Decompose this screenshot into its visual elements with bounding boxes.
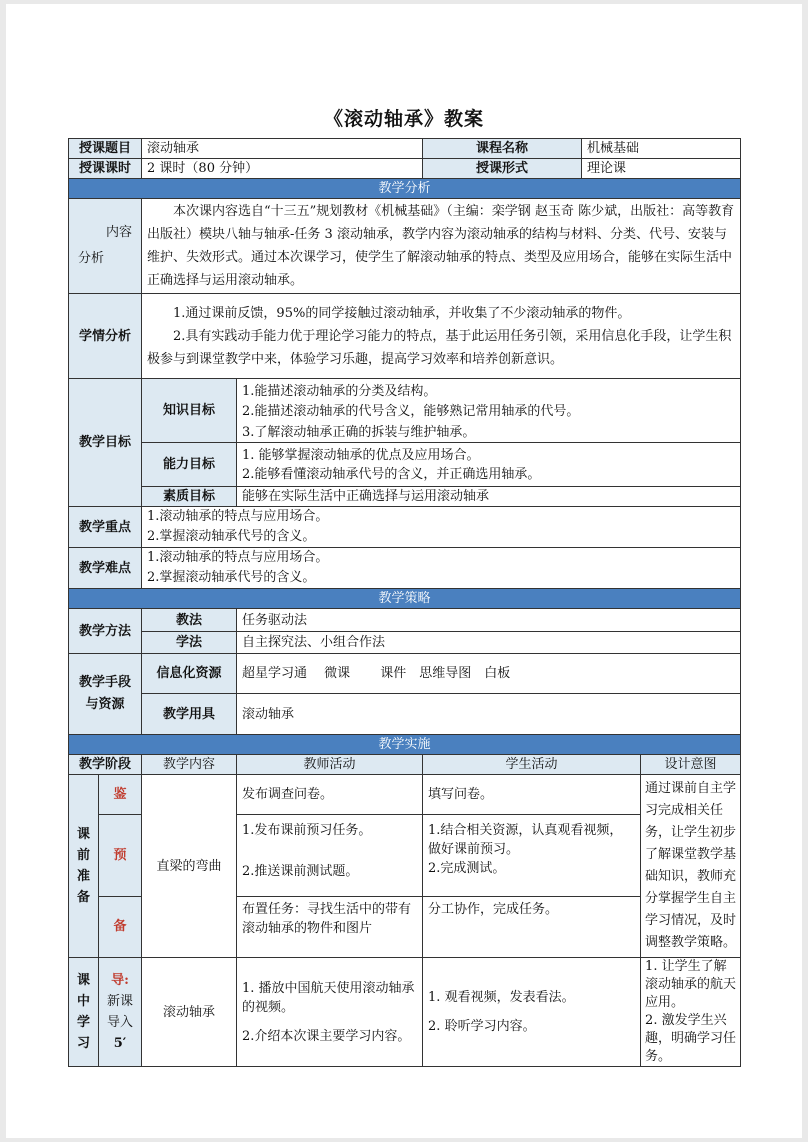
- section-strategy: [69, 589, 741, 609]
- tools-value: 滚动轴承: [237, 694, 741, 735]
- in-sub-l4: 5′: [113, 1036, 127, 1051]
- content-analysis-label: [69, 199, 142, 294]
- hours-value: 2 课时（80 分钟）: [142, 159, 423, 179]
- section-title-strategy: 教学策略: [69, 589, 741, 609]
- course-label: 课程名称: [423, 139, 582, 159]
- means-label-b: 与资源: [85, 697, 125, 712]
- pre-sub-2: 预: [99, 814, 142, 896]
- content-label-a: 内容: [106, 225, 133, 240]
- difficult-row: [69, 548, 741, 589]
- goals-label: 教学目标: [69, 379, 142, 507]
- col-intent: 设计意图: [641, 755, 741, 775]
- student-analysis-label: 学情分析: [69, 294, 142, 379]
- ability-item-1: 1. 能够掌握滚动轴承的优点及应用场合。: [237, 443, 741, 466]
- in-sub-cell: [99, 958, 142, 1067]
- in-sub-head: 导:: [111, 973, 129, 988]
- in-content: 滚动轴承: [142, 958, 237, 1067]
- method-label: 教学方法: [69, 609, 142, 654]
- difficult-items: [142, 548, 741, 589]
- col-stage: 教学阶段: [69, 755, 142, 775]
- difficult-item-1: 1.滚动轴承的特点与应用场合。: [147, 550, 329, 565]
- in-teacher-1: 1. 播放中国航天使用滚动轴承的视频。: [242, 980, 415, 1015]
- knowledge-item-3: 3.了解滚动轴承正确的拆装与维护轴承。: [237, 423, 741, 443]
- topic-value: 滚动轴承: [142, 139, 423, 159]
- learn-label: 学法: [142, 632, 237, 654]
- goal-knowledge-1: [69, 379, 741, 402]
- header-row-1: [69, 139, 741, 159]
- knowledge-item-1: 1.能描述滚动轴承的分类及结构。: [237, 379, 741, 402]
- method-row-1: [69, 609, 741, 632]
- in-sub-l3: 导入: [107, 1015, 134, 1030]
- pre-teacher-2b: 2.推送课前测试题。: [242, 863, 359, 879]
- pre-sub-1: 鉴: [99, 775, 142, 815]
- pre-intent: 通过课前自主学习完成相关任务，让学生初步了解课堂教学基础知识，教师充分掌握学生自主学习情况，及时调整教学策略。: [641, 775, 741, 958]
- tools-label: 教学用具: [142, 694, 237, 735]
- means-row-2: [69, 694, 741, 735]
- ability-item-2: 2.能够看懂滚动轴承代号的含义，并正确选用轴承。: [237, 465, 741, 487]
- pre-student-2a: 1.结合相关资源，认真观看视频，做好课前预习。: [428, 822, 623, 857]
- in-stage-cell: [69, 958, 99, 1067]
- pre-student-3: 分工协作，完成任务。: [423, 896, 641, 957]
- content-analysis-text: [142, 199, 741, 294]
- difficult-item-2: 2.掌握滚动轴承代号的含义。: [147, 570, 316, 585]
- pre-teacher-2: [237, 814, 423, 896]
- pre-row-1: [69, 775, 741, 815]
- in-student-1: 1. 观看视频，发表看法。: [428, 990, 575, 1005]
- method-row-2: [69, 632, 741, 654]
- difficult-label: 教学难点: [69, 548, 142, 589]
- info-value: 超星学习通 微课 课件 思维导图 白板: [237, 654, 741, 694]
- pre-stage-char-4: 备: [76, 890, 90, 905]
- content-paragraph: 本次课内容选自“十三五”规划教材《机械基础》（主编：栾学钢 赵玉奇 陈少斌，出版社：高等教育出版社）模块八轴与轴承-任务 3 滚动轴承，教学内容为滚动轴承的结构与材料、分类、代号、安装与维护、失效形式。通过本次课学习，使学生了解滚动轴承的特点、类型及应用场合，能够在实际生活中正确选择与运用滚动轴承。: [147, 204, 735, 288]
- col-student: 学生活动: [423, 755, 641, 775]
- in-intent: [641, 958, 741, 1067]
- key-row: [69, 507, 741, 548]
- key-items: [142, 507, 741, 548]
- lesson-plan-table: [68, 138, 741, 1067]
- col-content: 教学内容: [142, 755, 237, 775]
- in-teacher: [237, 958, 423, 1067]
- means-label: [69, 654, 142, 735]
- section-implementation: [69, 735, 741, 755]
- ability-label: 能力目标: [142, 443, 237, 487]
- section-title-analysis: 教学分析: [69, 179, 741, 199]
- pre-stage-char-2: 前: [76, 848, 90, 863]
- in-intent-1: 1. 让学生了解滚动轴承的航天应用。: [645, 959, 737, 1010]
- in-student: [423, 958, 641, 1067]
- teach-value: 任务驱动法: [237, 609, 741, 632]
- student-analysis-row: [69, 294, 741, 379]
- pre-student-2b: 2.完成测试。: [428, 860, 506, 876]
- student-p1: 1.通过课前反馈，95%的同学接触过滚动轴承，并收集了不少滚动轴承的物件。: [173, 305, 631, 321]
- quality-value: 能够在实际生活中正确选择与运用滚动轴承: [237, 487, 741, 507]
- content-label-b: 分析: [78, 251, 105, 266]
- info-label: 信息化资源: [142, 654, 237, 694]
- section-title-implementation: 教学实施: [69, 735, 741, 755]
- in-intent-2: 2. 激发学生兴趣，明确学习任务。: [645, 1013, 737, 1064]
- in-stage-char-4: 习: [76, 1036, 90, 1051]
- header-row-2: [69, 159, 741, 179]
- content-analysis-row: [69, 199, 741, 294]
- knowledge-label: 知识目标: [142, 379, 237, 443]
- pre-teacher-1: 发布调查问卷。: [237, 775, 423, 815]
- pre-stage-char-3: 准: [76, 869, 90, 884]
- teach-label: 教法: [142, 609, 237, 632]
- means-row-1: [69, 654, 741, 694]
- pre-teacher-3: 布置任务：寻找生活中的带有滚动轴承的物件和图片: [237, 896, 423, 957]
- section-analysis: [69, 179, 741, 199]
- key-item-1: 1.滚动轴承的特点与应用场合。: [147, 509, 329, 524]
- col-teacher: 教师活动: [237, 755, 423, 775]
- pre-content: 直梁的弯曲: [142, 775, 237, 958]
- topic-label: 授课题目: [69, 139, 142, 159]
- pre-stage-char-1: 课: [76, 827, 90, 842]
- pre-teacher-2a: 1.发布课前预习任务。: [242, 822, 372, 838]
- goal-quality: [69, 487, 741, 507]
- in-row-1: [69, 958, 741, 1067]
- in-student-2: 2. 聆听学习内容。: [428, 1019, 536, 1034]
- pre-stage-cell: [69, 775, 99, 958]
- document-title: 《滚动轴承》教案: [323, 108, 484, 130]
- in-stage-char-2: 中: [76, 994, 90, 1009]
- learn-value: 自主探究法、小组合作法: [237, 632, 741, 654]
- form-label: 授课形式: [423, 159, 582, 179]
- key-item-2: 2.掌握滚动轴承代号的含义。: [147, 529, 316, 544]
- key-label: 教学重点: [69, 507, 142, 548]
- goal-ability-1: [69, 443, 741, 466]
- course-value: 机械基础: [582, 139, 741, 159]
- quality-label: 素质目标: [142, 487, 237, 507]
- student-p2: 2.具有实践动手能力优于理论学习能力的特点，基于此运用任务引领，采用信息化手段，让学生积极参与到课堂教学中来，体验学习乐趣，提高学习效率和培养创新意识。: [147, 328, 732, 367]
- pre-student-2: [423, 814, 641, 896]
- pre-student-1: 填写问卷。: [423, 775, 641, 815]
- form-value: 理论课: [582, 159, 741, 179]
- in-stage-char-1: 课: [76, 973, 90, 988]
- means-label-a: 教学手段: [79, 675, 132, 690]
- in-stage-char-3: 学: [76, 1015, 90, 1030]
- in-teacher-2: 2.介绍本次课主要学习内容。: [242, 1028, 411, 1044]
- impl-header-row: [69, 755, 741, 775]
- student-analysis-text: [142, 294, 741, 379]
- hours-label: 授课课时: [69, 159, 142, 179]
- pre-sub-3: 备: [99, 896, 142, 957]
- in-sub-l2: 新课: [107, 994, 134, 1009]
- knowledge-item-2: 2.能描述滚动轴承的代号含义，能够熟记常用轴承的代号。: [237, 401, 741, 423]
